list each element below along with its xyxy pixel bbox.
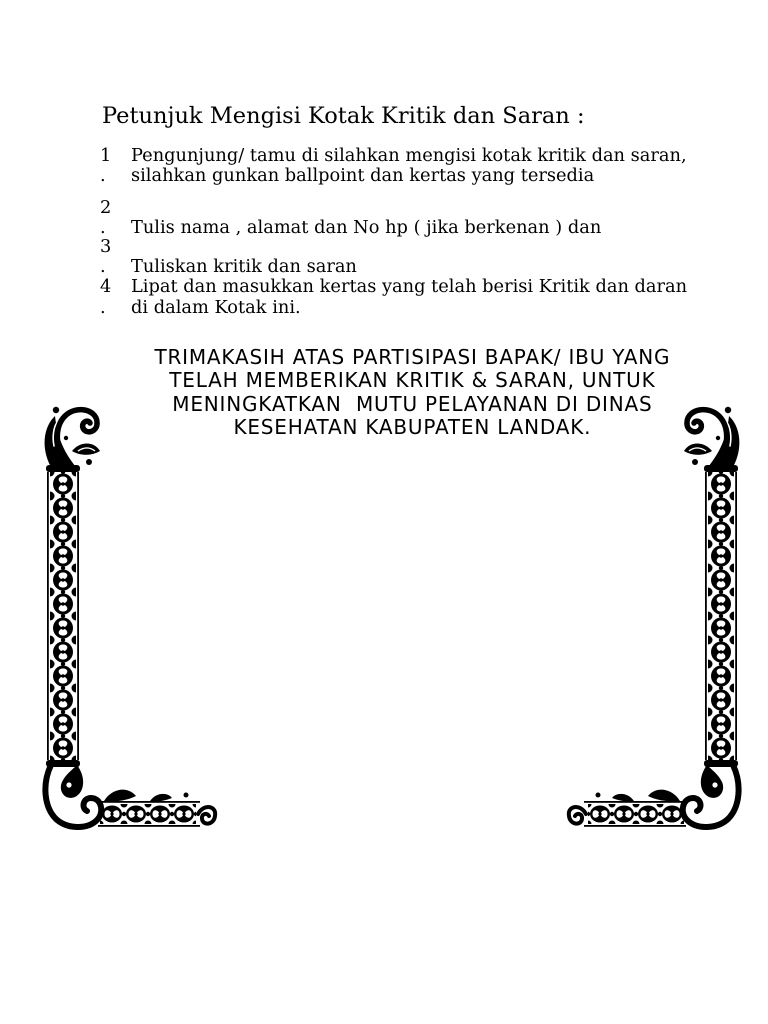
instruction-4-number: 4 — [100, 276, 112, 297]
closing-line-2: TELAH MEMBERIKAN KRITIK & SARAN, UNTUK — [169, 368, 656, 393]
instruction-4-line-1: Lipat dan masukkan kertas yang telah berisi Kritik dan daran — [131, 276, 688, 297]
instruction-2-dot: . — [100, 217, 106, 238]
instruction-1-dot: . — [100, 165, 106, 186]
closing-line-3: MENINGKATKAN MUTU PELAYANAN DI DINAS — [172, 391, 653, 416]
instruction-2-number: 2 — [100, 197, 112, 218]
instruction-3-dot: . — [100, 256, 106, 277]
instruction-1-number: 1 — [100, 145, 112, 166]
instruction-3-number: 3 — [100, 236, 112, 257]
closing-line-4: KESEHATAN KABUPATEN LANDAK. — [233, 415, 592, 440]
page-title: Petunjuk Mengisi Kotak Kritik dan Saran : — [102, 103, 585, 129]
instruction-4-line-2: di dalam Kotak ini. — [131, 297, 301, 318]
closing-message — [112, 346, 712, 440]
frame-top-left-ornament — [45, 407, 100, 472]
frame-bottom-left-ornament — [45, 760, 215, 827]
frame-left-half — [45, 407, 216, 827]
instruction-4-dot: . — [100, 297, 106, 318]
instruction-1-line-2: silahkan gunkan ballpoint dan kertas yang tersedia — [131, 165, 595, 186]
instruction-2-line-1: Tulis nama , alamat dan No hp ( jika berkenan ) dan — [131, 217, 602, 238]
frame-right-half — [569, 407, 740, 827]
instruction-3-line-1: Tuliskan kritik dan saran — [131, 256, 357, 277]
frame-left-column — [47, 472, 79, 760]
instruction-1-line-1: Pengunjung/ tamu di silahkan mengisi kotak kritik dan saran, — [131, 145, 687, 166]
closing-line-1: TRIMAKASIH ATAS PARTISIPASI BAPAK/ IBU YANG — [154, 345, 671, 369]
